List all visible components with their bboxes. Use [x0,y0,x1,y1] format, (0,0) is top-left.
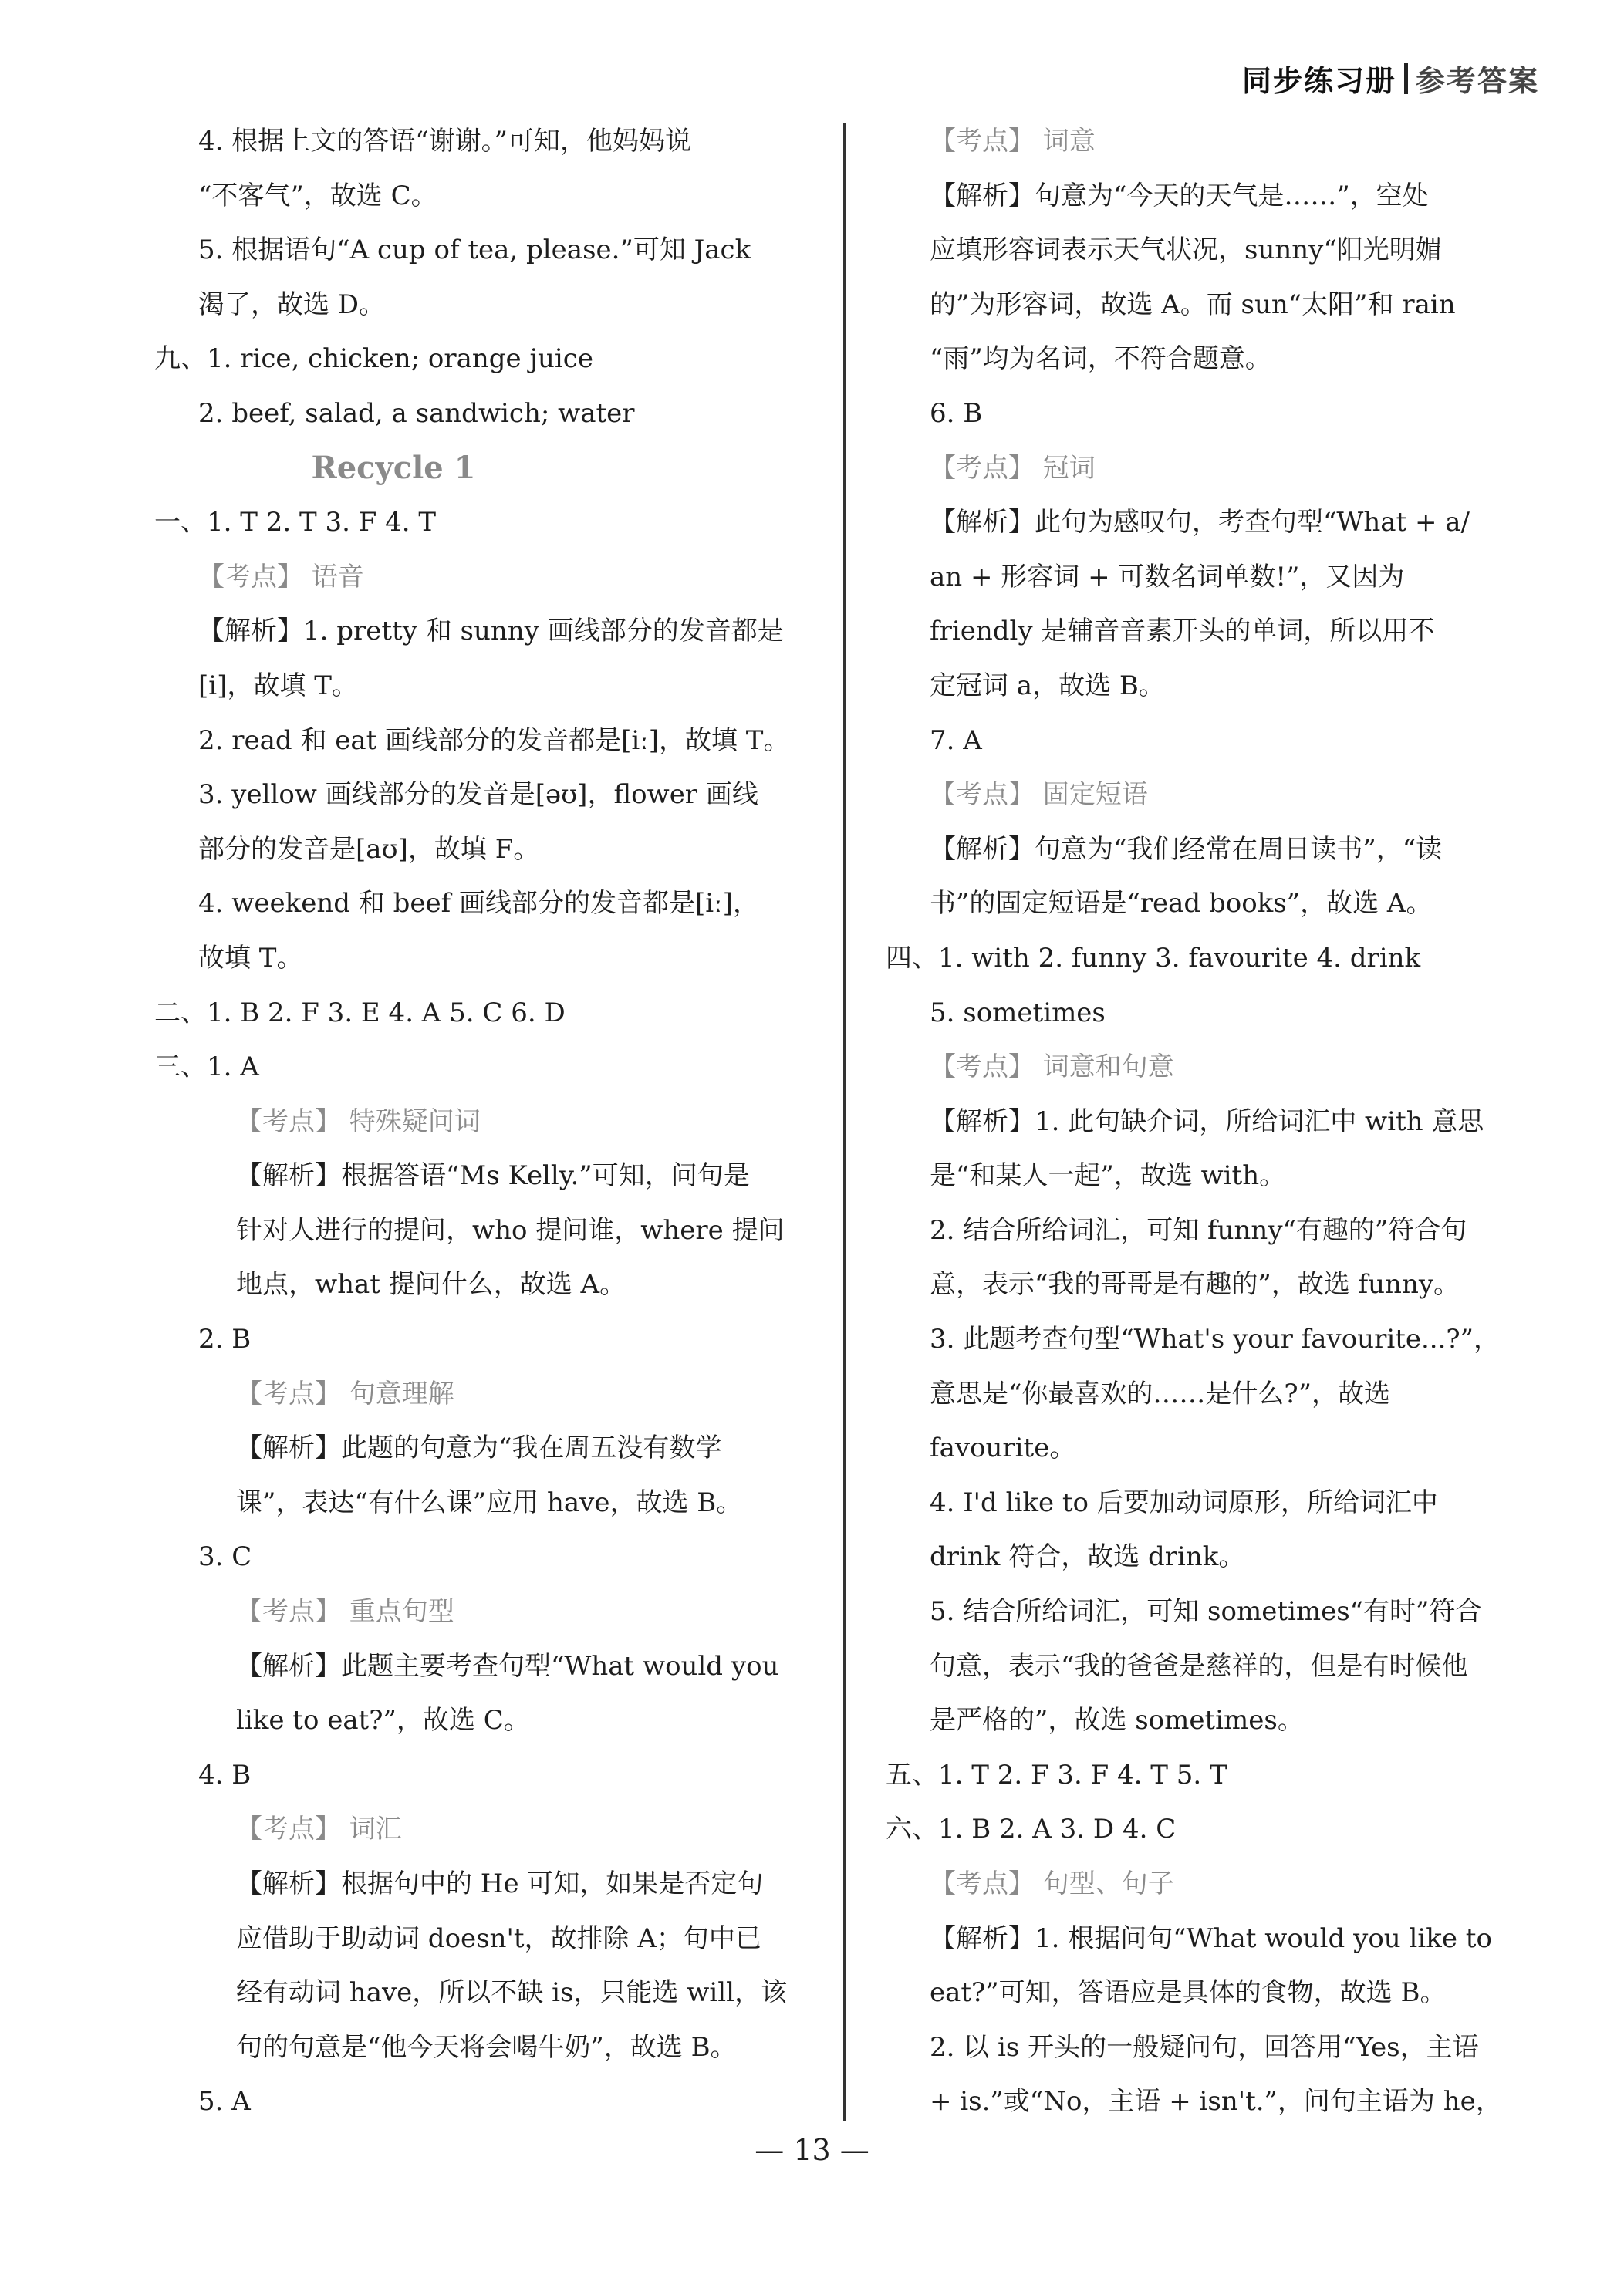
text-line: Recycle 1 [311,449,476,486]
text-line: 五、1. T 2. F 3. F 4. T 5. T [886,1759,1227,1791]
text-line: 地点，what 提问什么，故选 A。 [236,1269,626,1301]
text-line: 5. sometimes [930,997,1106,1028]
text-line: 3. yellow 画线部分的发音是[əʊ]，flower 画线 [198,779,758,811]
text-line: 二、1. B 2. F 3. E 4. A 5. C 6. D [154,997,566,1028]
text-line: 应借助于助动词 doesn't，故排除 A；句中已 [236,1922,761,1954]
text-line: 针对人进行的提问，who 提问谁，where 提问 [236,1214,785,1246]
text-line: 【解析】根据答语“Ms Kelly.”可知，问句是 [236,1160,750,1192]
text-line: 【解析】此题主要考查句型“What would you [236,1650,779,1682]
text-line: 【解析】句意为“我们经常在周日读书”，“读 [930,833,1443,865]
text-line: 【考点】 词意 [930,126,1096,157]
text-line: 九、1. rice, chicken; orange juice [154,343,593,375]
text-line: 四、1. with 2. funny 3. favourite 4. drink [886,942,1421,974]
text-line: 3. C [198,1541,252,1573]
text-line: 意思是“你最喜欢的……是什么?”，故选 [930,1378,1390,1409]
text-line: 【考点】 词汇 [236,1814,402,1845]
text-line: 经有动词 have，所以不缺 is，只能选 will，该 [236,1977,787,2009]
text-line: 5. A [198,2086,251,2118]
text-line: 句的句意是“他今天将会喝牛奶”，故选 B。 [236,2031,737,2063]
text-line: 的”为形容词，故选 A。而 sun“太阳”和 rain [930,289,1456,320]
text-line: 【解析】根据句中的 He 可知，如果是否定句 [236,1868,764,1899]
text-line: 【考点】 冠词 [930,452,1096,484]
book-title: 同步练习册 [1241,64,1396,98]
text-line: 4. I'd like to 后要加动词原形，所给词汇中 [930,1487,1438,1518]
text-line: 书”的固定短语是“read books”，故选 A。 [930,888,1433,920]
left-column [154,114,849,2129]
text-line: 2. read 和 eat 画线部分的发音都是[iː]，故填 T。 [198,724,790,756]
text-line: 意，表示“我的哥哥是有趣的”，故选 funny。 [930,1269,1460,1301]
text-line: 【考点】 句型、句子 [930,1868,1174,1899]
text-line: like to eat?”，故选 C。 [236,1705,530,1737]
text-line: 5. 结合所给词汇，可知 sometimes“有时”符合 [930,1596,1482,1628]
text-line: 3. 此题考查句型“What's your favourite...?”， [930,1324,1501,1355]
text-line: 7. A [930,724,982,756]
text-line: 【解析】此句为感叹句，考查句型“What + a/ [930,507,1470,538]
text-line: drink 符合，故选 drink。 [930,1541,1245,1573]
text-line: 2. B [198,1324,252,1355]
text-line: 【解析】1. 根据问句“What would you like to [930,1922,1492,1954]
text-line: 应填形容词表示天气状况，sunny“阳光明媚 [930,235,1442,266]
right-column [886,114,1580,2129]
text-line: 【考点】 语音 [198,561,364,592]
text-line: “雨”均为名词，不符合题意。 [930,343,1271,375]
section-title: 参考答案 [1415,64,1539,98]
text-line: eat?”可知，答语应是具体的食物，故选 B。 [930,1977,1447,2009]
text-line: 句意，表示“我的爸爸是慈祥的，但是有时候他 [930,1650,1468,1682]
page-header [1242,57,1539,100]
text-line: 2. 以 is 开头的一般疑问句，回答用“Yes，主语 [930,2031,1479,2063]
text-line: 2. beef, salad, a sandwich; water [198,397,635,429]
text-line: 2. 结合所给词汇，可知 funny“有趣的”符合句 [930,1214,1467,1246]
text-line: 部分的发音是[aʊ]，故填 F。 [198,833,540,865]
text-line: 4. 根据上文的答语“谢谢。”可知，他妈妈说 [198,126,692,157]
column-divider [843,123,846,2121]
page-number: — 13 — [755,2133,869,2167]
text-line: 定冠词 a，故选 B。 [930,670,1165,701]
text-line: 【考点】 重点句型 [236,1596,454,1628]
text-line: favourite。 [930,1433,1076,1464]
text-line: 故填 T。 [198,942,303,974]
text-line: 5. 根据语句“A cup of tea, please.”可知 Jack [198,235,751,266]
text-line: an + 形容词 + 可数名词单数!”，又因为 [930,561,1405,592]
text-line: 六、1. B 2. A 3. D 4. C [886,1814,1177,1845]
text-line: 【考点】 句意理解 [236,1378,454,1409]
text-line: 【解析】句意为“今天的天气是……”，空处 [930,180,1429,211]
text-line: + is.”或“No，主语 + isn't.”，问句主语为 he， [930,2086,1502,2118]
text-line: 6. B [930,397,983,429]
text-line: 课”，表达“有什么课”应用 have，故选 B。 [236,1487,743,1518]
text-line: 4. weekend 和 beef 画线部分的发音都是[iː]， [198,888,759,920]
text-line: 4. B [198,1759,252,1791]
text-line: 【考点】 词意和句意 [930,1051,1174,1083]
text-line: 【考点】 特殊疑问词 [236,1105,481,1137]
text-line: 一、1. T 2. T 3. F 4. T [154,507,437,538]
text-line: [i]，故填 T。 [198,670,358,701]
text-line: 【解析】此题的句意为“我在周五没有数学 [236,1433,722,1464]
header-divider [1404,63,1408,94]
text-line: 三、1. A [154,1051,259,1083]
text-line: friendly 是辅音音素开头的单词，所以用不 [930,616,1435,647]
text-line: 是“和某人一起”，故选 with。 [930,1160,1286,1192]
text-line: 【解析】1. 此句缺介词，所给词汇中 with 意思 [930,1105,1484,1137]
text-line: 【考点】 固定短语 [930,779,1148,811]
text-line: “不客气”，故选 C。 [198,180,437,211]
text-line: 是严格的”，故选 sometimes。 [930,1705,1304,1737]
text-line: 【解析】1. pretty 和 sunny 画线部分的发音都是 [198,616,784,647]
text-line: 渴了，故选 D。 [198,289,386,320]
